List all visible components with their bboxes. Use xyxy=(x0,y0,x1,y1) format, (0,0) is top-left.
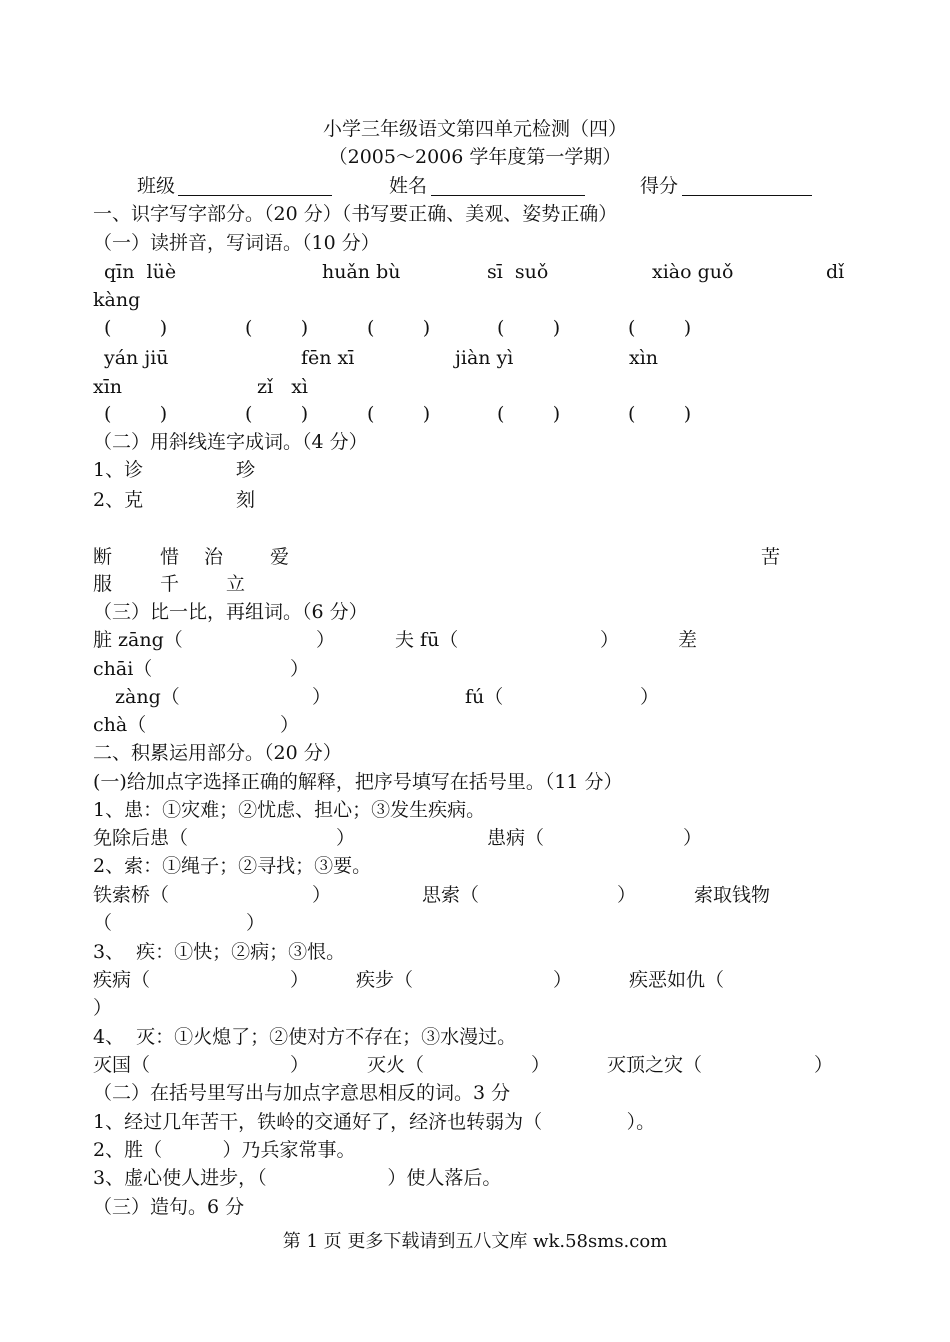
pinyin: kàng xyxy=(93,289,141,311)
answer-close: ） xyxy=(553,969,573,991)
definition-line: 4、 灭：①火熄了；②使对方不存在；③水漫过。 xyxy=(93,1026,517,1048)
answer-close: ） xyxy=(640,686,660,708)
word-item: 索取钱物 xyxy=(694,884,771,906)
q2-heading: （二）用斜线连字成词。（4 分） xyxy=(93,431,368,453)
pinyin: dǐ xyxy=(826,261,845,283)
answer-close: ） xyxy=(683,827,703,849)
word-item: 疾恶如仇（ xyxy=(629,969,725,991)
answer-close: ） xyxy=(312,884,332,906)
match-char[interactable]: 立 xyxy=(226,573,246,595)
name-blank[interactable] xyxy=(431,175,585,196)
match-item: 1、诊 xyxy=(93,459,144,481)
word-item: 铁索桥（ xyxy=(93,884,170,906)
match-char[interactable]: 刻 xyxy=(236,489,256,511)
word-item: 灭顶之灾（ xyxy=(607,1054,703,1076)
answer-paren[interactable]: ( ) xyxy=(104,403,168,425)
answer-close: ） xyxy=(290,1054,310,1076)
match-char[interactable]: 千 xyxy=(160,573,180,595)
score-label: 得分 xyxy=(640,175,679,197)
answer-close: ） xyxy=(280,714,300,736)
answer-paren[interactable]: ( ) xyxy=(367,403,431,425)
pinyin: xìn xyxy=(629,347,659,369)
answer-paren[interactable]: ( ) xyxy=(497,403,561,425)
compare-item: fú（ xyxy=(465,686,504,708)
answer-paren[interactable]: ( ) xyxy=(245,317,309,339)
answer-paren[interactable]: ( ) xyxy=(497,317,561,339)
match-char[interactable]: 珍 xyxy=(236,459,256,481)
match-char[interactable]: 爱 xyxy=(270,546,290,568)
page-subtitle: （2005～2006 学年度第一学期） xyxy=(328,146,622,168)
answer-close: ） xyxy=(316,629,336,651)
pinyin: sī suǒ xyxy=(487,261,549,283)
pinyin: xiào guǒ xyxy=(652,261,734,283)
compare-item: 夫 fū（ xyxy=(395,629,459,651)
match-char[interactable]: 惜 xyxy=(160,546,180,568)
answer-close: ） xyxy=(312,686,332,708)
match-char[interactable]: 服 xyxy=(93,573,113,595)
answer-paren[interactable]: ( ) xyxy=(367,317,431,339)
word-item: （ xyxy=(93,912,113,934)
q3-heading: （三）比一比，再组词。（6 分） xyxy=(93,601,368,623)
match-char[interactable]: 苦 xyxy=(761,546,781,568)
word-item: 思索（ xyxy=(422,884,480,906)
part2-heading: 二、积累运用部分。（20 分） xyxy=(93,742,342,764)
match-char[interactable]: 治 xyxy=(204,546,224,568)
pinyin: huǎn bù xyxy=(322,261,401,283)
compare-item: zàng（ xyxy=(115,686,180,708)
sentence-item[interactable]: 2、胜（ ）乃兵家常事。 xyxy=(93,1139,356,1161)
definition-line: 2、索：①绳子；②寻找；③要。 xyxy=(93,855,372,877)
pinyin: qīn lüè xyxy=(104,261,177,283)
definition-line: 3、 疾：①快；②病；③恨。 xyxy=(93,941,346,963)
p2-q1-heading: (一)给加点字选择正确的解释，把序号填写在括号里。（11 分） xyxy=(93,771,623,793)
p2-q2-heading: （二）在括号里写出与加点字意思相反的词。3 分 xyxy=(93,1082,511,1104)
sentence-item[interactable]: 1、经过几年苦干，铁岭的交通好了，经济也转弱为（ ）。 xyxy=(93,1111,656,1133)
answer-close: ） xyxy=(290,658,310,680)
answer-close: ） xyxy=(531,1054,551,1076)
sentence-item[interactable]: 3、虚心使人进步，（ ）使人落后。 xyxy=(93,1167,502,1189)
answer-close: ） xyxy=(336,827,356,849)
class-blank[interactable] xyxy=(178,175,332,196)
pinyin: zǐ xì xyxy=(257,376,308,398)
match-item: 2、克 xyxy=(93,489,144,511)
word-item: 患病（ xyxy=(487,827,545,849)
answer-paren[interactable]: ( ) xyxy=(245,403,309,425)
page-footer: 第 1 页 更多下载请到五八文库 wk.58sms.com xyxy=(282,1231,668,1252)
q1-heading: （一）读拼音，写词语。（10 分） xyxy=(93,232,380,254)
answer-close: ） xyxy=(290,969,310,991)
word-item: 灭国（ xyxy=(93,1054,151,1076)
page-title: 小学三年级语文第四单元检测（四） xyxy=(322,118,627,140)
word-item: 灭火（ xyxy=(367,1054,425,1076)
compare-item: 脏 zāng（ xyxy=(93,629,183,651)
pinyin: fēn xī xyxy=(301,347,355,369)
answer-paren[interactable]: ( ) xyxy=(104,317,168,339)
answer-close: ） xyxy=(617,884,637,906)
compare-item: chà（ xyxy=(93,714,147,736)
pinyin: yán jiū xyxy=(104,347,169,369)
match-char[interactable]: 断 xyxy=(93,546,113,568)
name-label: 姓名 xyxy=(389,175,428,197)
part1-heading: 一、识字写字部分。（20 分）（书写要正确、美观、姿势正确） xyxy=(93,203,618,225)
compare-item: chāi（ xyxy=(93,658,153,680)
p2-q3-heading: （三）造句。6 分 xyxy=(93,1196,245,1218)
word-item: 疾步（ xyxy=(356,969,414,991)
pinyin: xīn xyxy=(93,376,123,398)
answer-paren[interactable]: ( ) xyxy=(628,403,692,425)
answer-close: ） xyxy=(246,912,266,934)
answer-paren[interactable]: ( ) xyxy=(628,317,692,339)
definition-line: 1、患：①灾难；②忧虑、担心；③发生疾病。 xyxy=(93,799,486,821)
answer-close: ） xyxy=(600,629,620,651)
pinyin: jiàn yì xyxy=(455,347,514,369)
compare-item: 差 xyxy=(678,629,698,651)
word-item: 疾病（ xyxy=(93,969,151,991)
answer-close: ） xyxy=(814,1054,834,1076)
answer-close: ） xyxy=(93,997,113,1019)
word-item: 免除后患（ xyxy=(93,827,189,849)
score-blank[interactable] xyxy=(682,175,812,196)
class-label: 班级 xyxy=(137,175,176,197)
